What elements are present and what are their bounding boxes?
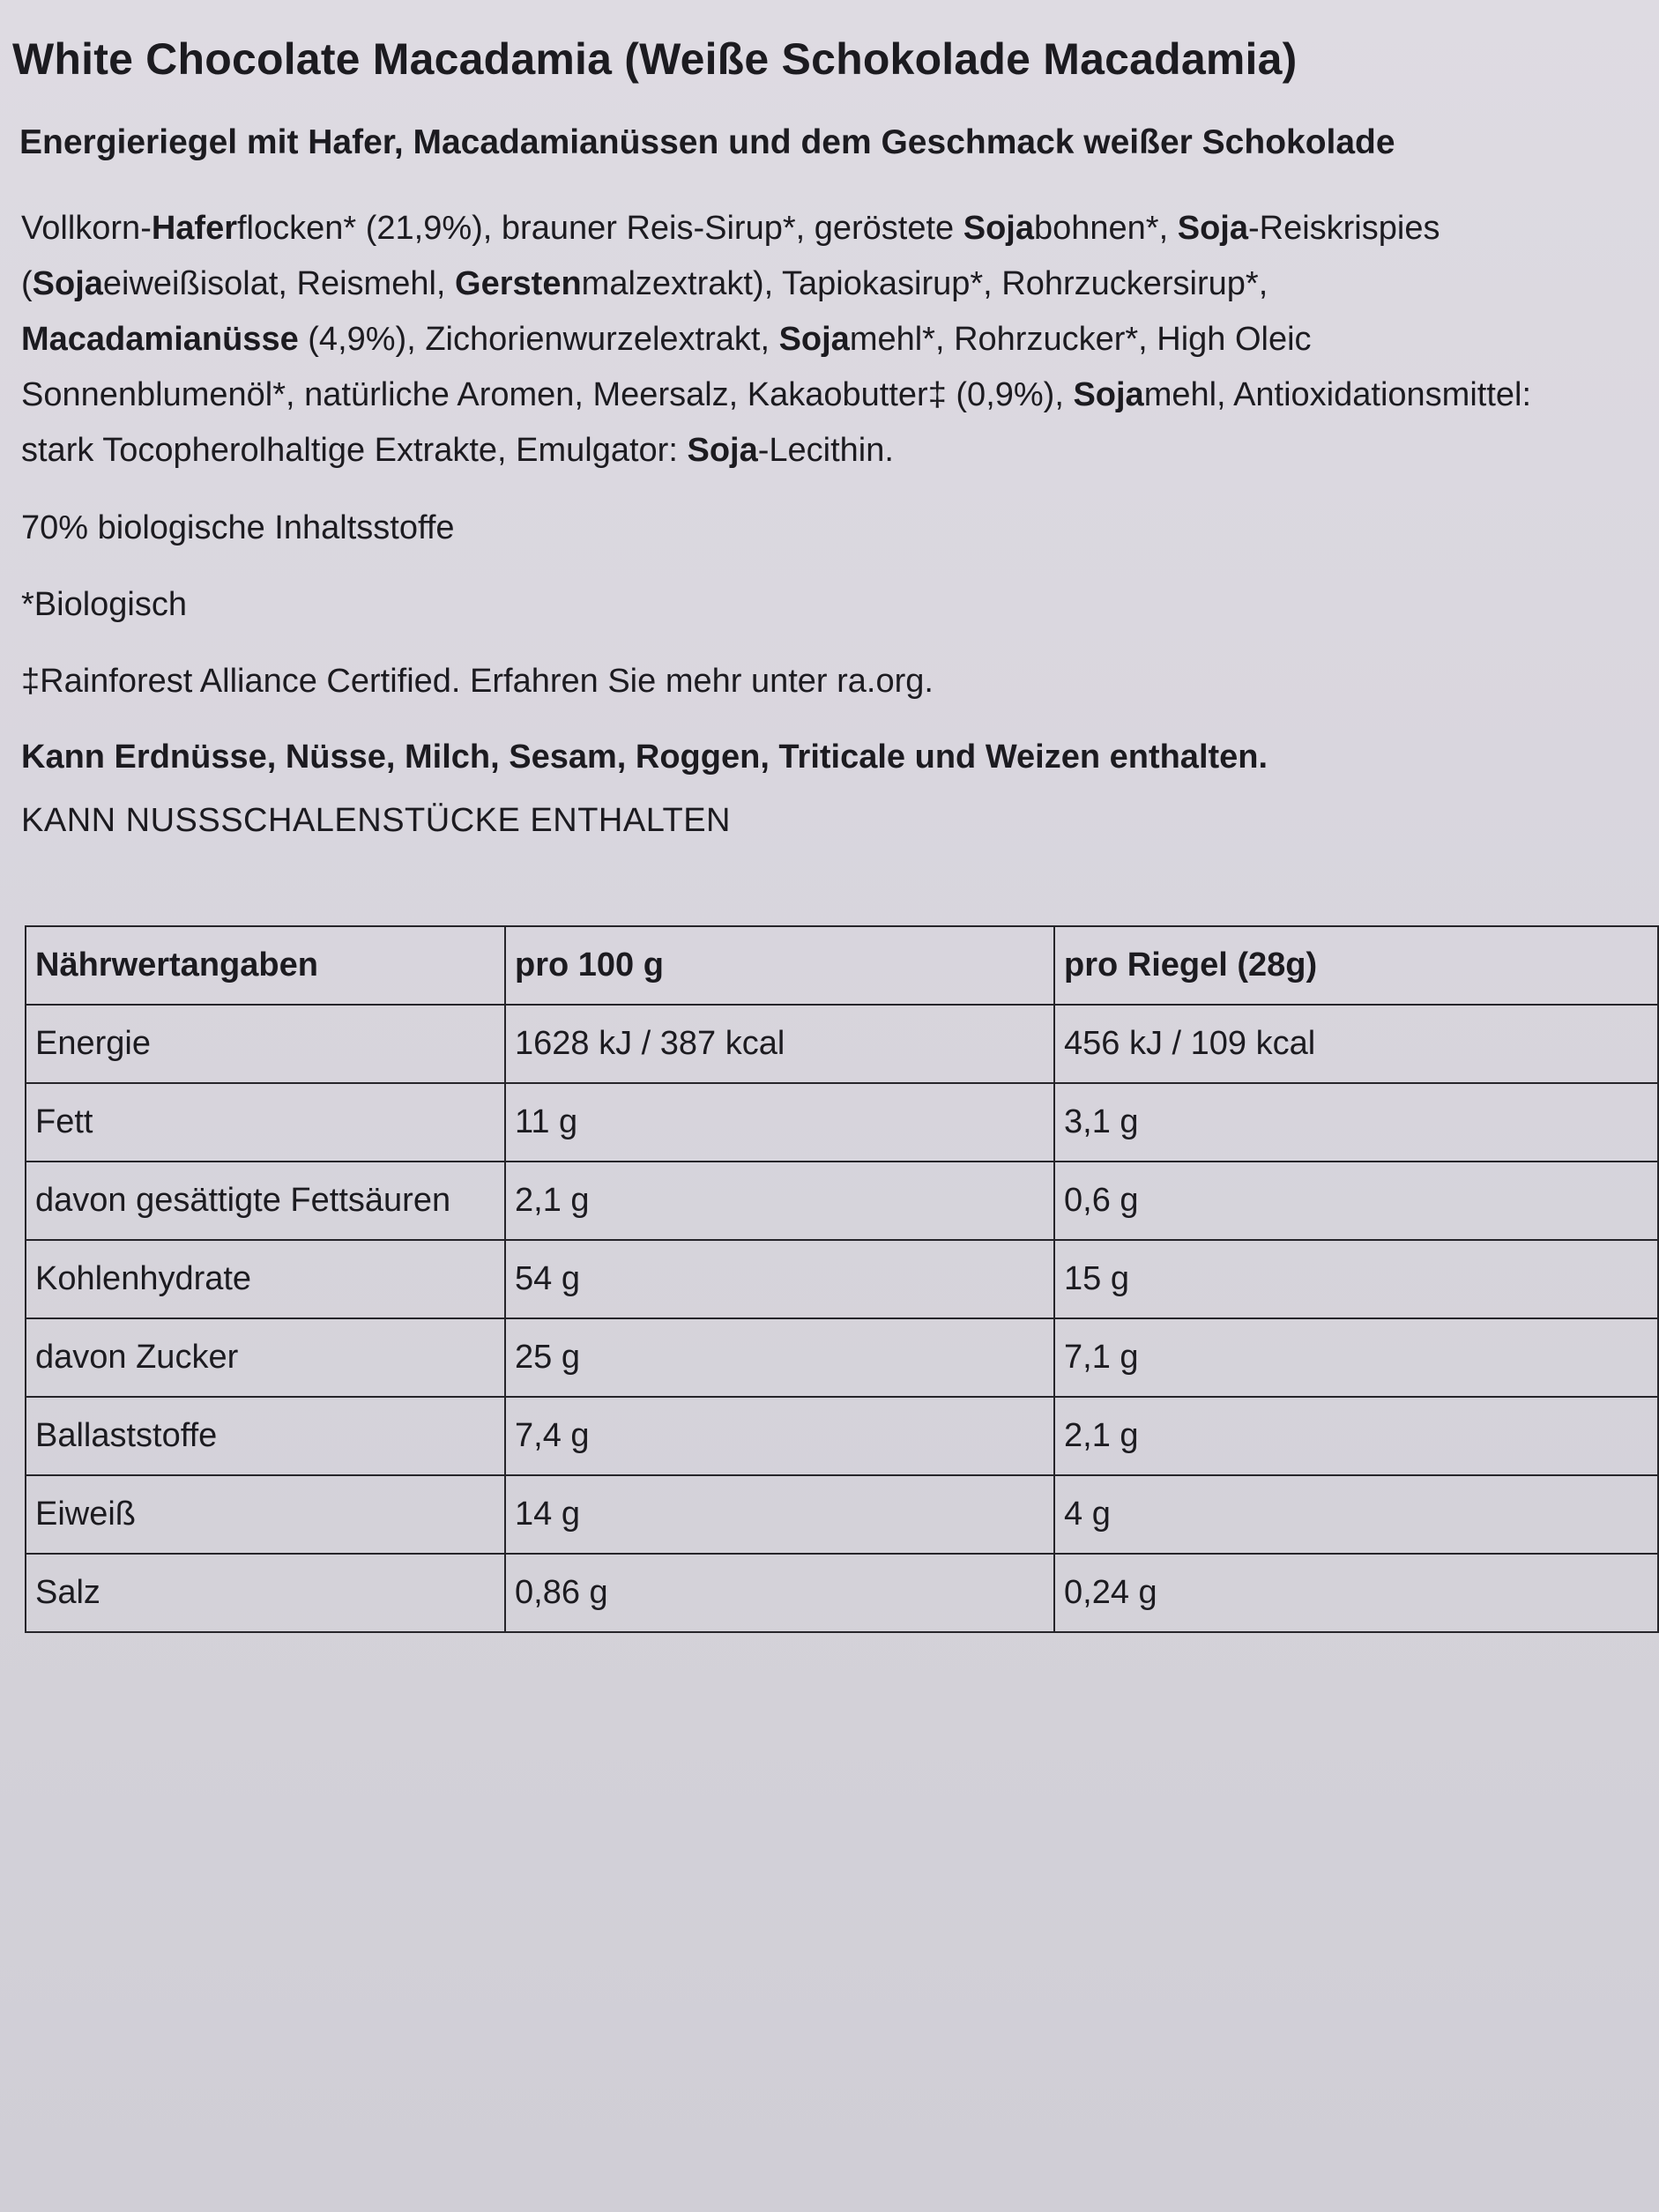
value-per-100g: 11 g <box>505 1083 1054 1162</box>
table-row <box>26 1554 1658 1632</box>
ingredient-text: eiweißisolat, Reismehl, <box>102 265 456 302</box>
ingredient-text: bohnen*, <box>1034 210 1178 247</box>
ingredients-line <box>21 201 1643 256</box>
value-per-100g: 2,1 g <box>505 1162 1054 1240</box>
organic-share-text: 70% biologische Inhaltsstoffe <box>21 509 455 546</box>
value-per-bar: 15 g <box>1054 1240 1658 1318</box>
ingredient-text: mehl*, Rohrzucker*, High Oleic <box>849 321 1312 358</box>
ingredient-text: (4,9%), Zichorienwurzelextrakt, <box>298 321 779 358</box>
table-row <box>26 1240 1658 1318</box>
value-per-100g: 1628 kJ / 387 kcal <box>505 1005 1054 1083</box>
ingredient-text: -Lecithin. <box>757 432 894 469</box>
table-row <box>26 1318 1658 1397</box>
allergen-emphasis: Soja <box>778 321 850 358</box>
allergen-emphasis: Hafer <box>151 210 237 247</box>
nutrition-header-row <box>26 926 1658 1005</box>
nutrient-name: Fett <box>26 1083 505 1162</box>
ingredient-text: Sonnenblumenöl*, natürliche Aromen, Meersalz, Kakaobutter‡ (0,9%), <box>21 376 1074 413</box>
value-per-bar: 3,1 g <box>1054 1083 1658 1162</box>
ingredients-line <box>21 312 1643 367</box>
table-row <box>26 1005 1658 1083</box>
value-per-bar: 456 kJ / 109 kcal <box>1054 1005 1658 1083</box>
table-row <box>26 1475 1658 1554</box>
product-subtitle: Energieriegel mit Hafer, Macadamianüssen und dem Geschmack weißer Schokolade <box>19 123 1395 161</box>
nutrient-name: Kohlenhydrate <box>26 1240 505 1318</box>
nutrient-name: davon Zucker <box>26 1318 505 1397</box>
ingredient-text: malzextrakt), Tapiokasirup*, Rohrzuckersirup*, <box>581 265 1268 302</box>
nutshell-warning: KANN NUSSSCHALENSTÜCKE ENTHALTEN <box>21 802 732 839</box>
ingredient-text: stark Tocopherolhaltige Extrakte, Emulgator: <box>21 432 688 469</box>
value-per-100g: 54 g <box>505 1240 1054 1318</box>
allergen-emphasis: Soja <box>963 210 1034 247</box>
ingredient-text: Vollkorn- <box>21 210 152 247</box>
table-row <box>26 1397 1658 1475</box>
ingredients-line <box>21 367 1643 423</box>
ingredients-line <box>21 256 1643 312</box>
value-per-100g: 25 g <box>505 1318 1054 1397</box>
header-nutrient: Nährwertangaben <box>26 926 505 1005</box>
header-per-bar: pro Riegel (28g) <box>1054 926 1658 1005</box>
ingredient-text: mehl, Antioxidationsmittel: <box>1143 376 1532 413</box>
table-row <box>26 1162 1658 1240</box>
allergen-emphasis: Gersten <box>455 265 582 302</box>
ingredients-list <box>21 201 1643 479</box>
nutrition-table <box>25 925 1659 1633</box>
allergen-warning: Kann Erdnüsse, Nüsse, Milch, Sesam, Roggen, Triticale und Weizen enthalten. <box>21 739 1268 776</box>
allergen-emphasis: Macadamianüsse <box>21 321 299 358</box>
value-per-100g: 0,86 g <box>505 1554 1054 1632</box>
organic-footnote: *Biologisch <box>21 586 187 623</box>
nutrient-name: Eiweiß <box>26 1475 505 1554</box>
allergen-emphasis: Soja <box>1073 376 1144 413</box>
rainforest-footnote: ‡Rainforest Alliance Certified. Erfahren Sie mehr unter ra.org. <box>21 663 934 700</box>
product-title: White Chocolate Macadamia (Weiße Schokolade Macadamia) <box>12 34 1298 84</box>
nutrient-name: Salz <box>26 1554 505 1632</box>
value-per-bar: 0,6 g <box>1054 1162 1658 1240</box>
allergen-emphasis: Soja <box>1177 210 1248 247</box>
value-per-100g: 7,4 g <box>505 1397 1054 1475</box>
nutrient-name: Energie <box>26 1005 505 1083</box>
value-per-bar: 4 g <box>1054 1475 1658 1554</box>
allergen-emphasis: Soja <box>32 265 103 302</box>
header-per-100g: pro 100 g <box>505 926 1054 1005</box>
ingredient-text: flocken* (21,9%), brauner Reis-Sirup*, geröstete <box>237 210 963 247</box>
allergen-emphasis: Soja <box>687 432 758 469</box>
ingredient-text: ( <box>21 265 33 302</box>
table-row <box>26 1083 1658 1162</box>
value-per-bar: 7,1 g <box>1054 1318 1658 1397</box>
nutrient-name: Ballaststoffe <box>26 1397 505 1475</box>
nutrient-name: davon gesättigte Fettsäuren <box>26 1162 505 1240</box>
ingredients-line <box>21 423 1643 479</box>
value-per-bar: 0,24 g <box>1054 1554 1658 1632</box>
ingredient-text: -Reiskrispies <box>1247 210 1440 247</box>
value-per-100g: 14 g <box>505 1475 1054 1554</box>
value-per-bar: 2,1 g <box>1054 1397 1658 1475</box>
